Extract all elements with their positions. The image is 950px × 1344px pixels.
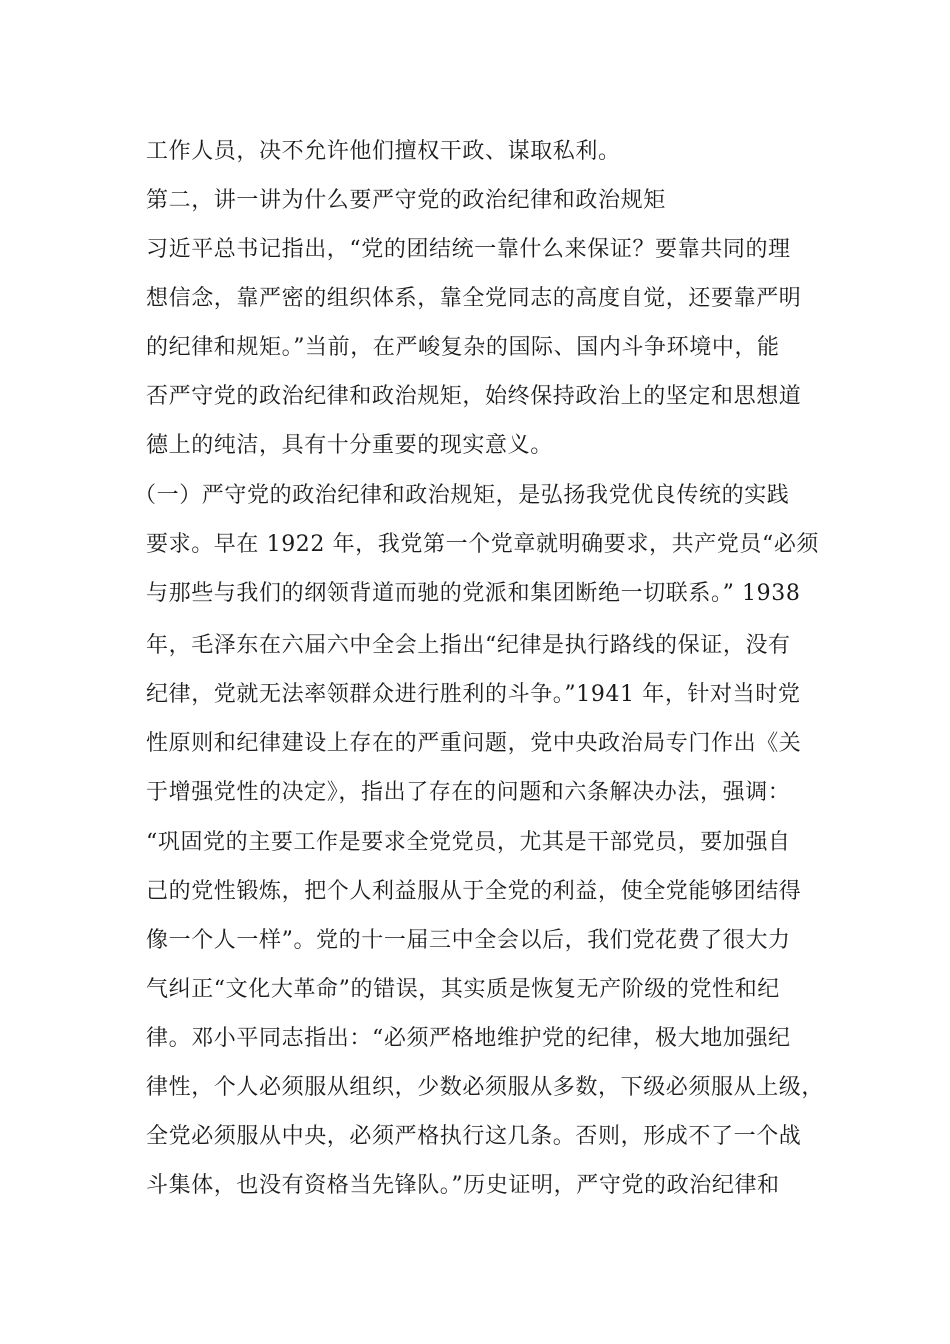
text-line: 全党必须服从中央，必须严格执行这几条。否则，形成不了一个战 <box>146 1124 802 1149</box>
text-line: 斗集体，也没有资格当先锋队。”历史证明，严守党的政治纪律和 <box>146 1173 780 1198</box>
text-line: 性原则和纪律建设上存在的严重问题，党中央政治局专门作出《关 <box>146 731 802 756</box>
text-line: 德上的纯洁，具有十分重要的现实意义。 <box>146 433 553 458</box>
text-line: 纪律，党就无法率领群众进行胜利的斗争。”1941 年，针对当时党 <box>146 682 801 707</box>
text-line: “巩固党的主要工作是要求全党党员，尤其是干部党员，要加强自 <box>146 830 791 855</box>
text-line: 年，毛泽东在六届六中全会上指出“纪律是执行路线的保证，没有 <box>146 633 791 658</box>
text-line: 气纠正“文化大革命”的错误，其实质是恢复无产阶级的党性和纪 <box>146 977 780 1002</box>
text-line: 己的党性锻炼，把个人利益服从于全党的利益，使全党能够团结得 <box>146 879 802 904</box>
subsection-line: （一）严守党的政治纪律和政治规矩，是弘扬我党优良传统的实践 <box>134 483 790 508</box>
text-line: 律。邓小平同志指出：“必须严格地维护党的纪律，极大地加强纪 <box>146 1026 791 1051</box>
text-line: 否严守党的政治纪律和政治规矩，始终保持政治上的坚定和思想道 <box>146 384 802 409</box>
text-line: 与那些与我们的纲领背道而驰的党派和集团断绝一切联系。” 1938 <box>146 581 801 606</box>
text-line: 习近平总书记指出，“党的团结统一靠什么来保证？要靠共同的理 <box>146 237 791 262</box>
text-line: 想信念，靠严密的组织体系，靠全党同志的高度自觉，还要靠严明 <box>146 286 802 311</box>
text-line: 的纪律和规矩。”当前，在严峻复杂的国际、国内斗争环境中，能 <box>146 335 780 360</box>
text-line: 律性，个人必须服从组织，少数必须服从多数，下级必须服从上级， <box>146 1075 825 1100</box>
text-line: 工作人员，决不允许他们擅权干政、谋取私利。 <box>146 139 621 164</box>
text-line: 像一个人一样”。党的十一届三中全会以后，我们党花费了很大力 <box>146 928 791 953</box>
text-line: 于增强党性的决定》，指出了存在的问题和六条解决办法，强调： <box>146 780 791 805</box>
text-line: 要求。早在 1922 年，我党第一个党章就明确要求，共产党员“必须 <box>146 532 820 557</box>
section-heading: 第二，讲一讲为什么要严守党的政治纪律和政治规矩 <box>146 188 666 213</box>
